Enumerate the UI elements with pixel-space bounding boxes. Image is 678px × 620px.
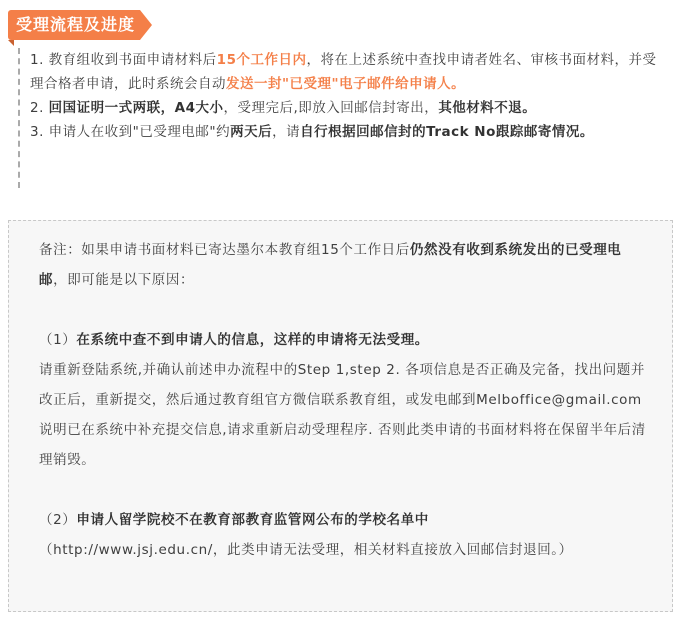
note-intro: 备注：如果申请书面材料已寄达墨尔本教育组15个工作日后仍然没有收到系统发出的已受理电邮，即可能是以下原因： (39, 242, 622, 288)
header-arrow (140, 10, 152, 40)
step-1: 1. 教育组收到书面申请材料后15个工作日内，将在上述系统中查找申请者姓名、审核书面材料，并受理合格者申请，此时系统会自动发送一封"已受理"电子邮件给申请人。 (30, 52, 657, 92)
step-2: 2. 回国证明一式两联，A4大小，受理完后,即放入回邮信封寄出，其他材料不退。 (30, 100, 537, 116)
section-title: 受理流程及进度 (8, 10, 140, 40)
reason-2-body: （http://www.jsj.edu.cn/，此类申请无法受理，相关材料直接放入回邮信封退回。） (39, 542, 573, 558)
note-box (8, 220, 673, 612)
reason-2-title: （2）申请人留学院校不在教育部教育监管网公布的学校名单中 (39, 512, 429, 528)
section-header (8, 10, 168, 40)
process-steps (18, 48, 668, 188)
header-fold (8, 40, 14, 46)
step-3: 3. 申请人在收到"已受理电邮"约两天后，请自行根据回邮信封的Track No跟踪邮寄情况。 (30, 124, 594, 140)
reason-1-body: 请重新登陆系统,并确认前述申办流程中的Step 1,step 2. 各项信息是否正确及完备，找出问题并改正后，重新提交，然后通过教育组官方微信联系教育组，或发电邮到Melboffice@gmail.com说明已在系统中补充提交信息,请求重新启动受理程序. 否则此类申请的书面材料将在保留半年后清理销毁。 (39, 362, 646, 468)
reason-1-title: （1）在系统中查不到申请人的信息，这样的申请将无法受理。 (39, 332, 429, 348)
